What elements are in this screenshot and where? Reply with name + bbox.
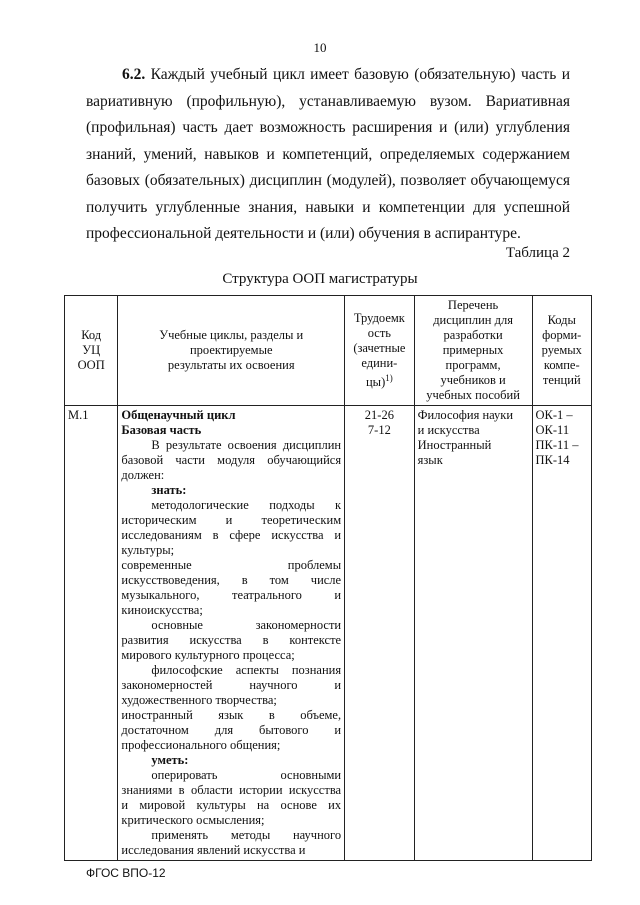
content-line: художественного творчества; xyxy=(121,693,277,707)
content-line: базовой части модуля обучающийся xyxy=(121,453,342,467)
header-line: проектируемые xyxy=(189,343,273,357)
cell-disciplines xyxy=(414,406,532,861)
paragraph-line: (профильная) часть дает возможность расширения и (или) углубления xyxy=(86,119,570,136)
paragraph-line: 6.2. Каждый учебный цикл имеет базовую (обязательную) часть и xyxy=(122,66,570,83)
table-row xyxy=(65,406,592,861)
content-line: знаниями в области истории искусства xyxy=(121,783,342,797)
paragraph-line: вариативную (профильную), устанавливаемую вузом. Вариативная xyxy=(86,92,570,110)
section-number: 6.2. xyxy=(122,66,146,83)
content-line: достаточном для бытового и xyxy=(121,723,342,737)
header-line: учебных пособий xyxy=(426,388,520,402)
header-line: ПК-11 – xyxy=(535,438,579,452)
content-line: должен: xyxy=(121,468,165,482)
header-line: Философия науки xyxy=(417,408,514,422)
table-header-row xyxy=(65,296,592,406)
header-line: Трудоемк xyxy=(353,310,405,325)
header-line: дисциплин для xyxy=(433,313,513,327)
content-line: иностранный язык в объеме, xyxy=(121,708,342,722)
header-line: 21-26 xyxy=(364,408,394,422)
part-title: Базовая часть xyxy=(121,423,202,437)
paragraph-line: базовых (обязательных) дисциплин (модулей), позволяет обучающемуся xyxy=(86,172,570,189)
content-line: профессионального общения; xyxy=(121,738,281,752)
paragraph-line: профессиональной деятельности и (или) обучения в аспирантуре. xyxy=(86,225,521,242)
header-line: примерных xyxy=(442,343,504,357)
header-line: 7-12 xyxy=(367,423,391,437)
can-label: уметь: xyxy=(151,753,189,767)
content-line: историческим и теоретическим xyxy=(121,513,342,527)
content-line: оперировать основными xyxy=(151,768,342,782)
header-line: руемых xyxy=(541,343,582,357)
content-line: исследованиям в сфере искусства и xyxy=(121,528,342,542)
content-line: исследования явлений искусства и xyxy=(121,843,306,857)
content-line: современные проблемы xyxy=(121,558,342,572)
content-line: В результате освоения дисциплин xyxy=(151,438,342,452)
content-line: и мировой культуры на основе их xyxy=(121,798,342,812)
page-number: 10 xyxy=(313,40,327,55)
cell-labor xyxy=(345,406,415,861)
header-line: ость xyxy=(367,325,391,340)
header-line: цы) xyxy=(365,375,386,390)
know-label: знать: xyxy=(151,483,187,497)
content-line: философские аспекты познания xyxy=(151,663,342,677)
header-content xyxy=(118,296,345,406)
header-competences xyxy=(532,296,591,406)
content-line: мирового культурного процесса; xyxy=(121,648,295,662)
header-line: ОК-11 xyxy=(535,423,570,437)
header-line: язык xyxy=(417,453,443,467)
cycle-title: Общенаучный цикл xyxy=(121,408,236,422)
header-labor xyxy=(345,296,415,406)
header-line: ПК-14 xyxy=(535,453,570,467)
header-line: Перечень xyxy=(447,298,499,312)
header-line: тенций xyxy=(542,373,581,387)
footnote-marker: 1) xyxy=(385,372,393,383)
header-line: компе- xyxy=(543,358,580,372)
header-line: Коды xyxy=(547,313,576,327)
header-line: Код xyxy=(81,328,102,342)
header-line: и искусства xyxy=(417,423,480,437)
content-line: методологические подходы к xyxy=(151,498,342,512)
table-title: Структура ООП магистратуры xyxy=(222,271,418,287)
header-line: учебников и xyxy=(440,373,506,387)
header-line: едини- xyxy=(361,355,398,370)
header-line: форми- xyxy=(542,328,582,342)
cell-content xyxy=(118,406,345,861)
header-line: разработки xyxy=(443,328,503,342)
header-line: ОК-1 – xyxy=(535,408,573,422)
header-code xyxy=(65,296,118,406)
header-line: УЦ xyxy=(82,343,101,357)
content-line: киноискусства; xyxy=(121,603,203,617)
paragraph-line: знаний, умений, навыков и компетенций, определяемых содержанием xyxy=(86,145,570,163)
content-line: музыкального, театрального и xyxy=(121,588,342,602)
cell-competences xyxy=(532,406,591,861)
section-paragraph xyxy=(86,62,570,248)
header-line: Учебные циклы, разделы и xyxy=(159,328,304,342)
content-line: применять методы научного xyxy=(151,828,342,842)
content-line: развития искусства в контексте xyxy=(121,633,342,647)
cell-code: М.1 xyxy=(65,406,118,861)
content-line: критического осмысления; xyxy=(121,813,265,827)
content-line: искусствоведения, в том числе xyxy=(121,573,342,587)
header-line: программ, xyxy=(445,358,501,372)
content-line: культуры; xyxy=(121,543,175,557)
header-line: (зачетные xyxy=(353,340,406,355)
header-line: результаты их освоения xyxy=(167,358,295,372)
footer-standard: ФГОС ВПО-12 xyxy=(86,866,166,880)
header-line: ООП xyxy=(77,358,105,372)
content-line: закономерностей научного и xyxy=(121,678,342,692)
paragraph-line: получить углубленные знания, навыки и компетенции для успешной xyxy=(86,198,570,216)
header-disciplines xyxy=(414,296,532,406)
header-line: Иностранный xyxy=(417,438,492,452)
table-label: Таблица 2 xyxy=(505,245,570,261)
oop-structure-table xyxy=(64,295,592,861)
content-line: основные закономерности xyxy=(151,618,342,632)
